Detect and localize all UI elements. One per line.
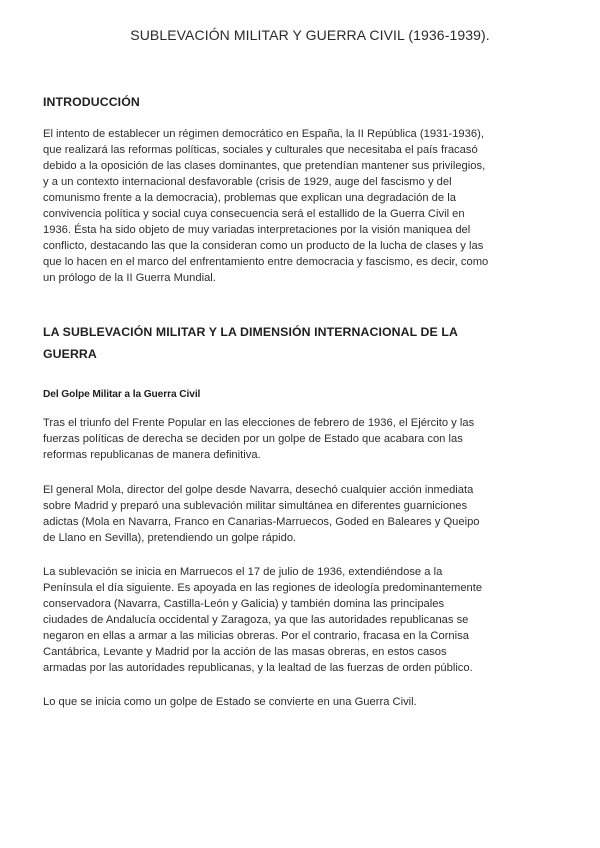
paragraph-line: de Llano en Sevilla), pretendiendo un golpe rápido.	[43, 532, 297, 544]
document-title: SUBLEVACIÓN MILITAR Y GUERRA CIVIL (1936-1939).	[130, 27, 490, 43]
paragraph-line: Cantábrica, Levante y Madrid por la acción de las masas obreras, en estos casos	[43, 646, 447, 658]
paragraph-line: La sublevación se inicia en Marruecos el 17 de julio de 1936, extendiéndose a la	[43, 566, 443, 578]
section-paragraph-conclusion	[43, 694, 558, 710]
section-heading-line: GUERRA	[43, 347, 97, 361]
section-paragraph-mola	[43, 482, 558, 546]
section-heading	[43, 321, 513, 365]
paragraph-line: Lo que se inicia como un golpe de Estado se convierte en una Guerra Civil.	[43, 696, 417, 708]
paragraph-line: conflicto, destacando las que la consideran como un producto de la lucha de clases y las	[43, 240, 484, 252]
paragraph-line: Península el día siguiente. Es apoyada en las regiones de ideología predominantemente	[43, 582, 483, 594]
paragraph-line: debido a la oposición de las clases dominantes, que pretendían mantener sus privilegios,	[43, 160, 486, 172]
section-heading-line: LA SUBLEVACIÓN MILITAR Y LA DIMENSIÓN INTERNACIONAL DE LA	[43, 325, 458, 339]
paragraph-line: fuerzas políticas de derecha se deciden por un golpe de Estado que acabara con las	[43, 433, 463, 445]
section-paragraph-frente-popular	[43, 415, 558, 463]
section-paragraph-sublevacion	[43, 564, 558, 676]
paragraph-line: que realizará las reformas políticas, sociales y culturales que necesitaba el país fracasó	[43, 144, 478, 156]
subsection-heading: Del Golpe Militar a la Guerra Civil	[43, 389, 201, 400]
paragraph-line: convivencia política y social cuya consecuencia será el estallido de la Guerra Civil en	[43, 208, 465, 220]
paragraph-line: comunismo frente a la democracia), problemas que explican una degradación de la	[43, 192, 456, 204]
paragraph-line: conservadora (Navarra, Castilla-León y Galicia) y también domina las principales	[43, 598, 445, 610]
paragraph-line: Tras el triunfo del Frente Popular en las elecciones de febrero de 1936, el Ejército y las	[43, 417, 475, 429]
introduction-paragraph	[43, 126, 558, 286]
paragraph-line: reformas republicanas de manera definitiva.	[43, 449, 261, 461]
paragraph-line: El intento de establecer un régimen democrático en España, la II República (1931-1936),	[43, 128, 484, 140]
paragraph-line: adictas (Mola en Navarra, Franco en Canarias-Marruecos, Goded en Baleares y Queipo	[43, 516, 480, 528]
paragraph-line: El general Mola, director del golpe desde Navarra, desechó cualquier acción inmediata	[43, 484, 474, 496]
paragraph-line: que lo hacen en el marco del enfrentamiento entre democracia y fascismo, es decir, como	[43, 256, 489, 268]
paragraph-line: negaron en ellas a armar a las milicias obreras. Por el contrario, fracasa en la Cornisa	[43, 630, 469, 642]
introduction-heading: INTRODUCCIÓN	[43, 95, 140, 109]
paragraph-line: ciudades de Andalucía occidental y Zaragoza, ya que las autoridades republicanas se	[43, 614, 469, 626]
paragraph-line: sobre Madrid y preparó una sublevación militar simultánea en diferentes guarniciones	[43, 500, 468, 512]
paragraph-line: 1936. Ésta ha sido objeto de muy variadas interpretaciones por la visión maniquea del	[43, 224, 471, 236]
paragraph-line: y a un contexto internacional desfavorable (crisis de 1929, auge del fascismo y del	[43, 176, 452, 188]
paragraph-line: un prólogo de la II Guerra Mundial.	[43, 272, 216, 284]
paragraph-line: armadas por las autoridades republicanas, y la lealtad de las fuerzas de orden público.	[43, 662, 473, 674]
